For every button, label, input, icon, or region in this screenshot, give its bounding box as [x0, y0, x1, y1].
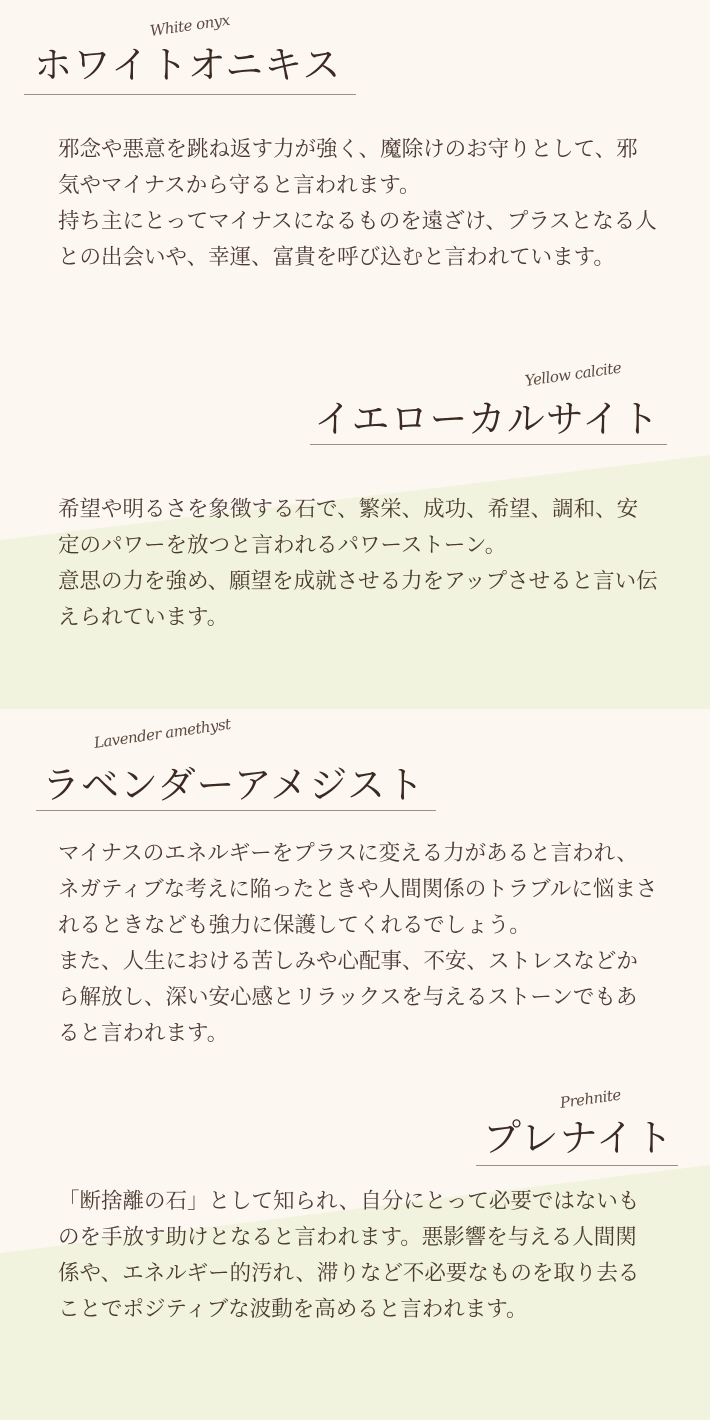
paragraph: 邪念や悪意を跳ね返す力が強く、魔除けのお守りとして、邪気やマイナスから守ると言われます。 — [58, 137, 638, 198]
description-prehnite — [58, 1184, 658, 1328]
paragraph: また、人生における苦しみや心配事、不安、ストレスなどから解放し、深い安心感とリラックスを与えるストーンでもあると言われます。 — [58, 949, 638, 1046]
section-white-onyx — [0, 0, 710, 340]
title-yellow-calcite: イエローカルサイト — [314, 397, 661, 441]
section-lavender-amethyst — [0, 710, 710, 1100]
title-underline — [476, 1165, 678, 1166]
title-underline — [24, 94, 356, 95]
description-yellow-calcite — [58, 492, 658, 636]
title-underline — [36, 810, 436, 811]
section-yellow-calcite — [0, 340, 710, 710]
paragraph: 希望や明るさを象徴する石で、繁栄、成功、希望、調和、安定のパワーを放つと言われるパワーストーン。 — [58, 497, 639, 558]
title-underline — [310, 444, 667, 445]
title-lavender-amethyst: ラベンダーアメジスト — [42, 763, 426, 807]
title-white-onyx: ホワイトオニキス — [34, 43, 342, 87]
paragraph: 意思の力を強め、願望を成就させる力をアップさせると言い伝えられています。 — [58, 569, 658, 630]
description-lavender-amethyst — [58, 836, 658, 1052]
title-prehnite: プレナイト — [483, 1116, 674, 1160]
script-label-prehnite: Prehnite — [558, 1085, 622, 1112]
script-label-yellow-calcite: Yellow calcite — [523, 358, 623, 390]
paragraph: マイナスのエネルギーをプラスに変える力があると言われ、ネガティブな考えに陥ったときや人間関係のトラブルに悩まされるときなども強力に保護してくれるでしょう。 — [58, 841, 658, 938]
script-label-lavender-amethyst: Lavender amethyst — [92, 714, 232, 752]
paragraph: 持ち主にとってマイナスになるものを遠ざけ、プラスとなる人との出会いや、幸運、富貴を呼び込むと言われています。 — [58, 209, 657, 270]
script-label-white-onyx: White onyx — [148, 10, 231, 40]
section-prehnite — [0, 1080, 710, 1420]
description-white-onyx — [58, 132, 658, 276]
paragraph: 「断捨離の石」として知られ、自分にとって必要ではないものを手放す助けとなると言われます。悪影響を与える人間関係や、エネルギー的汚れ、滞りなど不必要なものを取り去ることでポジティブな波動を高めると言われます。 — [58, 1189, 640, 1322]
